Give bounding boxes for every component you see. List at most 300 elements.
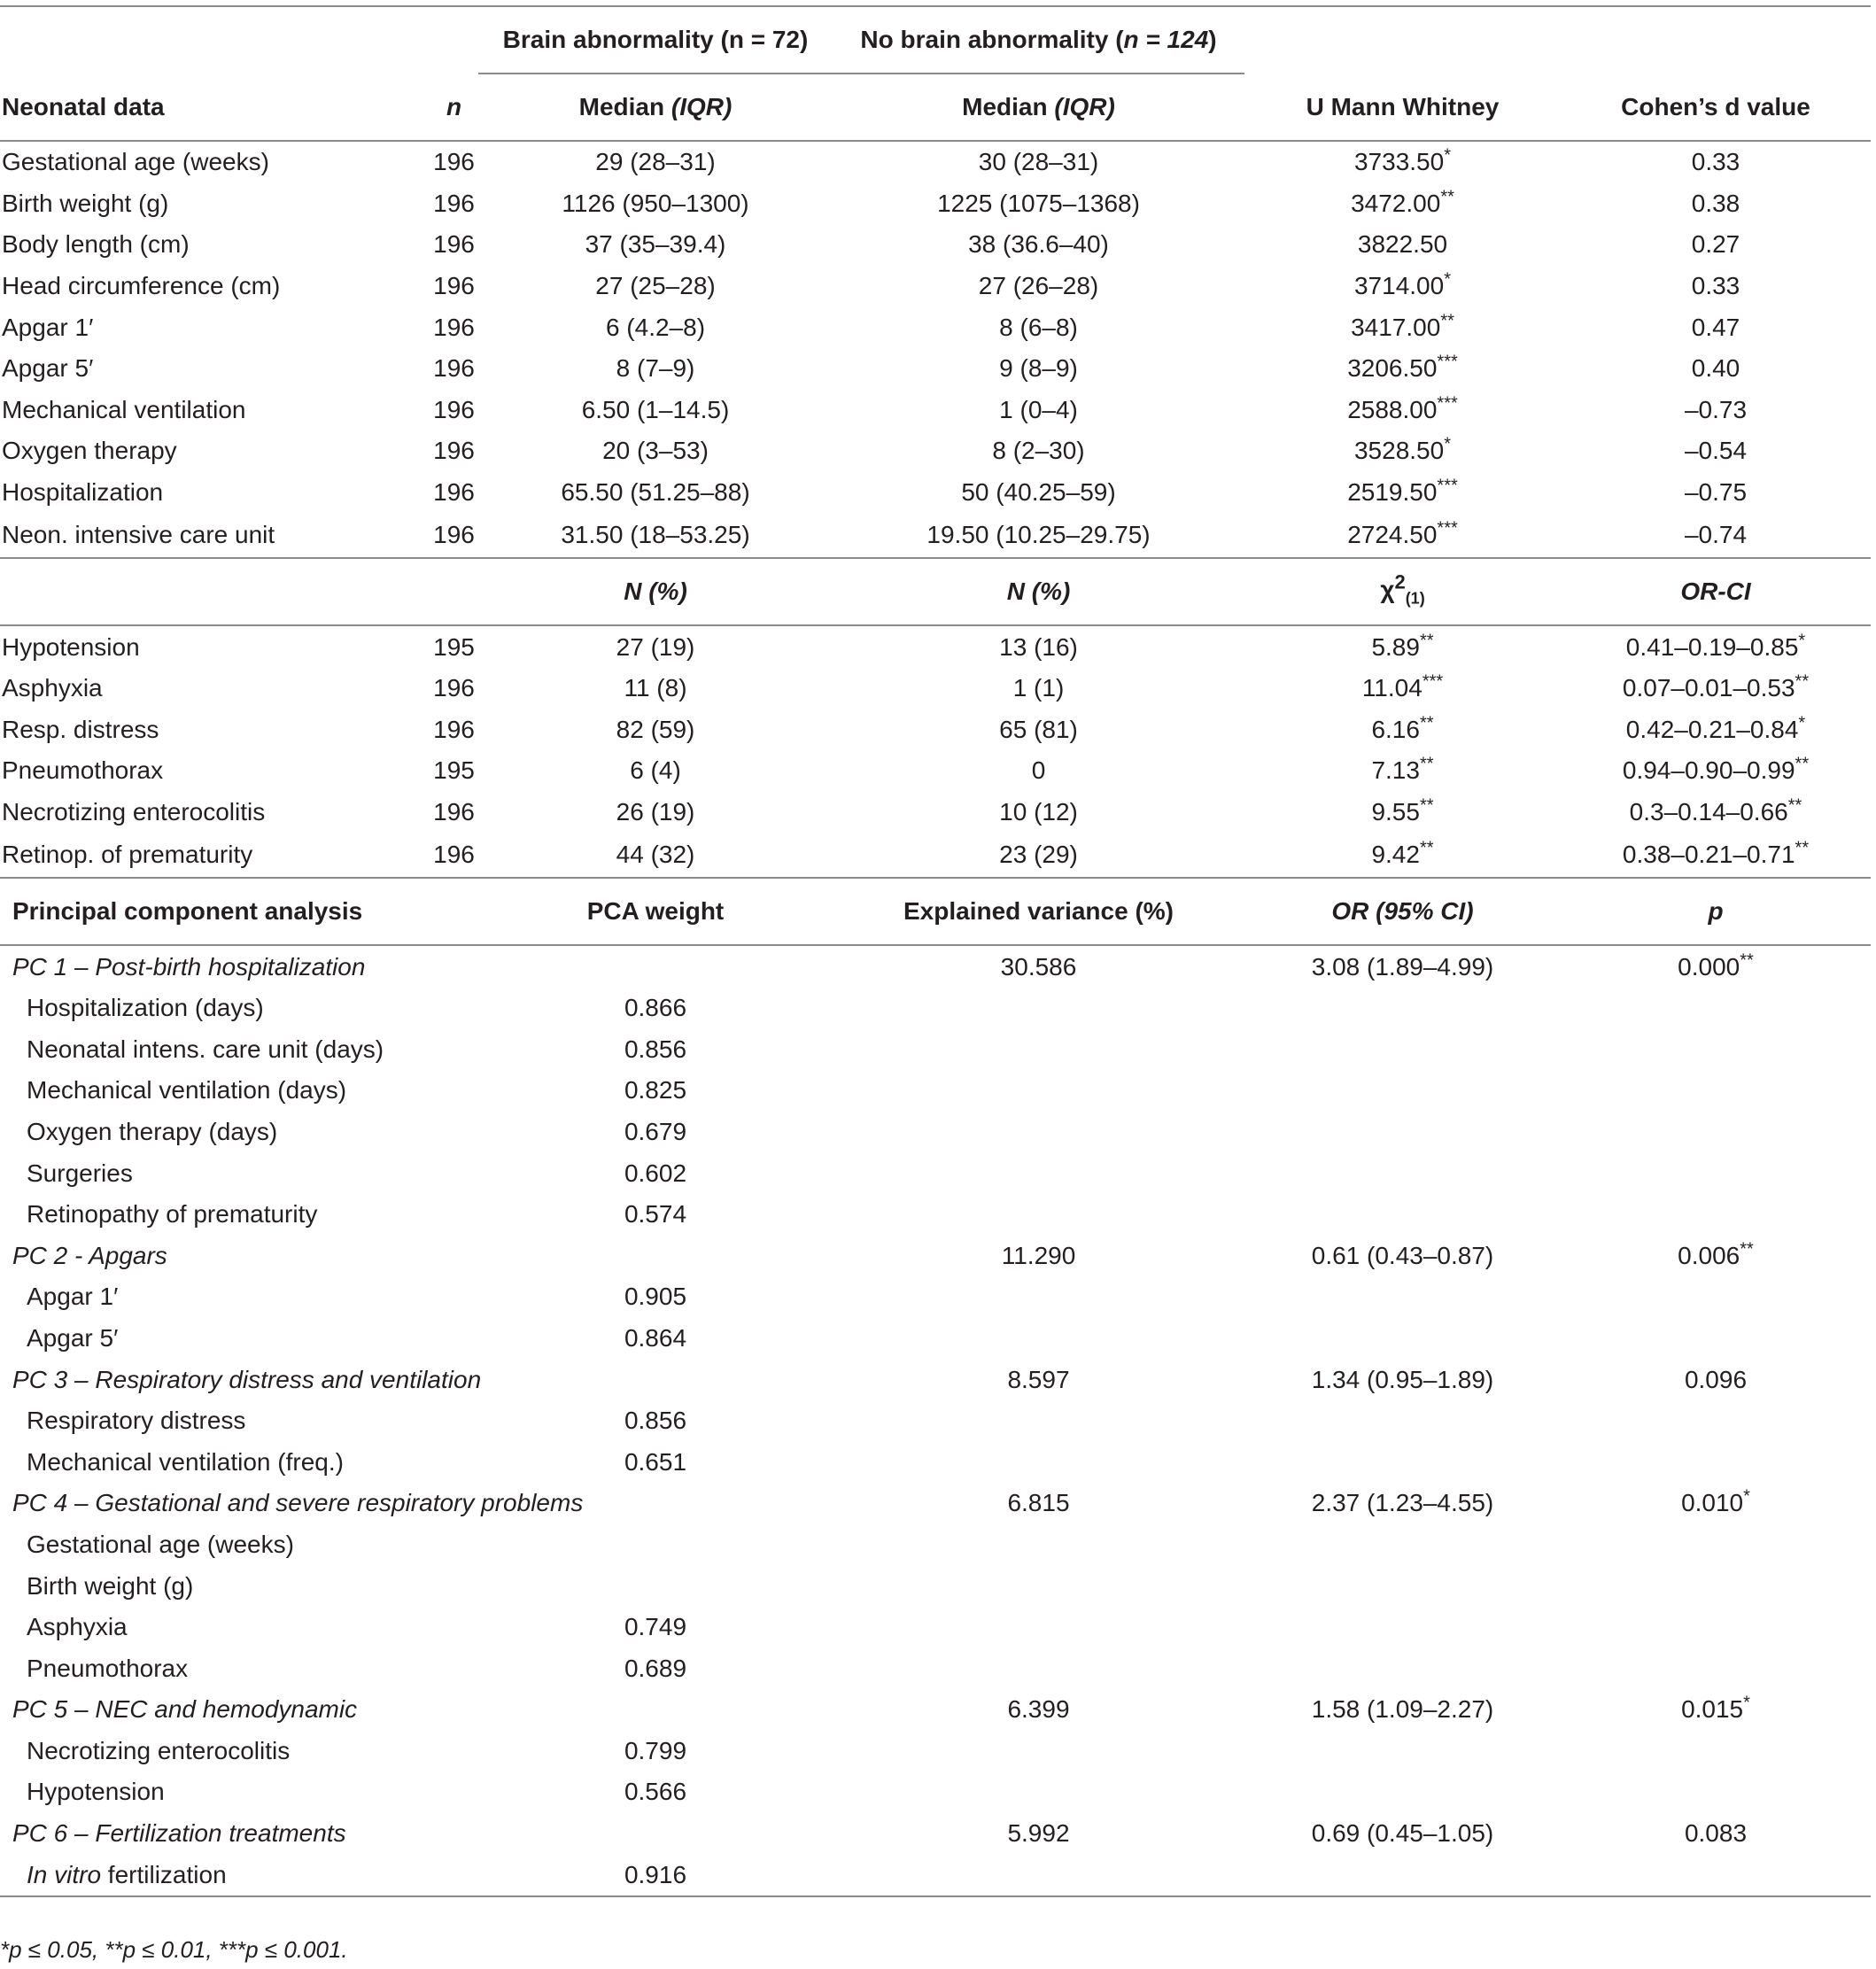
row-n: 196 [433, 313, 475, 341]
pca-or-ci: 2.37 (1.23–4.55) [1311, 1489, 1494, 1517]
pca-empty [833, 1112, 1244, 1153]
pca-item-row [0, 1854, 1871, 1896]
row-n: 196 [433, 395, 475, 423]
pca-p-value [1561, 1689, 1871, 1731]
col-median-g2: Median (IQR) [833, 74, 1244, 141]
row-or-ci-significance: ** [1795, 671, 1810, 692]
row-chi-square [1244, 668, 1561, 709]
row-u-value [1244, 348, 1561, 390]
row-or-ci-value: 0.3–0.14–0.66 [1629, 798, 1788, 826]
pca-item-row [0, 1318, 1871, 1360]
pca-empty [1244, 1112, 1561, 1153]
pca-explained-variance: 11.290 [1001, 1241, 1076, 1269]
row-or-ci-value: 0.94–0.90–0.99 [1622, 756, 1795, 785]
row-chi-square-significance: ** [1419, 795, 1434, 816]
row-group1-count: 27 (19) [616, 632, 695, 661]
pca-component-row [0, 1235, 1871, 1276]
pca-empty [1561, 1400, 1871, 1442]
pca-empty [833, 1194, 1244, 1236]
row-n: 196 [433, 148, 475, 176]
pca-empty [833, 1854, 1244, 1896]
table-row [0, 183, 1871, 225]
row-group1-count: 11 (8) [624, 674, 687, 702]
row-cohens-d: –0.54 [1684, 437, 1748, 465]
pca-item-weight: 0.749 [624, 1613, 687, 1641]
pca-item-weight: 0.799 [624, 1736, 687, 1764]
pca-empty [833, 1276, 1244, 1318]
col-cohens-d: Cohen’s d value [1561, 74, 1871, 141]
table-row [0, 472, 1871, 514]
row-or-ci-significance: ** [1795, 755, 1810, 775]
pca-component-name: PC 2 - Apgars [12, 1241, 167, 1269]
pca-item-label: Retinopathy of prematurity [27, 1200, 318, 1229]
row-label: Oxygen therapy [2, 437, 177, 465]
neonatal-results-table [0, 5, 1871, 1897]
row-chi-square [1244, 709, 1561, 751]
row-n: 196 [433, 189, 475, 217]
pca-empty [1561, 1318, 1871, 1360]
row-or-ci-value: 0.42–0.21–0.84 [1625, 715, 1799, 743]
row-group2-median: 38 (36.6–40) [968, 230, 1109, 259]
row-u-value [1244, 513, 1561, 558]
pca-item-label: Mechanical ventilation (days) [27, 1076, 347, 1105]
pca-empty [1244, 1647, 1561, 1689]
pca-item-row [0, 1565, 1871, 1607]
pca-explained-variance: 8.597 [1007, 1365, 1070, 1393]
pca-p-value [1561, 1359, 1871, 1400]
pca-component-name: PC 1 – Post-birth hospitalization [12, 952, 366, 981]
pca-item-row [0, 1647, 1871, 1689]
pca-p-value-significance: * [1743, 1693, 1750, 1713]
col-u-mann-whitney: U Mann Whitney [1244, 74, 1561, 141]
row-cohens-d: 0.40 [1691, 354, 1740, 383]
pca-item-weight: 0.651 [624, 1447, 687, 1476]
table-row [0, 625, 1871, 668]
row-or-ci-significance: * [1798, 631, 1806, 651]
pca-component-row [0, 1689, 1871, 1731]
row-or-ci-value: 0.41–0.19–0.85 [1625, 632, 1799, 661]
categorical-column-header-row [0, 558, 1871, 625]
row-label: Hypotension [2, 632, 140, 661]
pca-item-label: Neonatal intens. care unit (days) [27, 1035, 384, 1063]
pca-item-weight: 0.905 [624, 1283, 687, 1311]
table-row [0, 709, 1871, 751]
row-group2-median: 8 (6–8) [999, 313, 1078, 341]
row-u-value [1244, 224, 1561, 266]
row-chi-square [1244, 625, 1561, 668]
row-cohens-d: 0.47 [1691, 313, 1740, 341]
col-n-percent-g1: N (%) [478, 558, 833, 625]
pca-empty [1561, 1524, 1871, 1566]
pca-empty [833, 988, 1244, 1029]
pca-or-ci: 0.69 (0.45–1.05) [1311, 1819, 1494, 1848]
pca-item-row [0, 1607, 1871, 1648]
row-group1-median: 31.50 (18–53.25) [478, 513, 833, 558]
pca-p-value-value: 0.083 [1684, 1819, 1748, 1848]
row-chi-square-significance: ** [1419, 713, 1434, 733]
pca-item-row [0, 1441, 1871, 1483]
row-chi-square [1244, 792, 1561, 833]
row-group1-median: 6 (4.2–8) [605, 313, 706, 341]
row-n: 196 [433, 437, 475, 465]
row-group2-count: 65 (81) [999, 715, 1078, 743]
row-cohens-d: –0.73 [1684, 395, 1748, 423]
pca-item-label: Gestational age (weeks) [27, 1530, 294, 1558]
pca-item-label: Apgar 5′ [27, 1323, 119, 1352]
pca-item-weight [478, 1565, 833, 1607]
row-or-ci-value: 0.07–0.01–0.53 [1622, 674, 1795, 702]
row-label: Necrotizing enterocolitis [2, 798, 266, 826]
pca-p-value [1561, 945, 1871, 988]
row-group2-count: 23 (29) [833, 833, 1244, 878]
pca-empty [1561, 1647, 1871, 1689]
pca-explained-variance: 30.586 [1000, 952, 1077, 981]
row-chi-square-value: 6.16 [1371, 715, 1420, 743]
pca-p-value-significance: ** [1740, 1239, 1754, 1260]
pca-p-value-value: 0.015 [1681, 1695, 1744, 1724]
row-or-ci [1561, 792, 1871, 833]
pca-empty [833, 1070, 1244, 1112]
row-chi-square [1244, 750, 1561, 792]
pca-empty [1561, 1731, 1871, 1772]
group-header-row [0, 6, 1871, 74]
pca-item-row [0, 1276, 1871, 1318]
row-label: Pneumothorax [2, 756, 164, 785]
row-u-value-value: 3472.00 [1351, 189, 1441, 217]
col-pca-title: Principal component analysis [0, 878, 478, 945]
pca-empty [1561, 1771, 1871, 1813]
neonatal-column-header-row [0, 74, 1871, 141]
col-median-g1: Median (IQR) [478, 74, 833, 141]
row-group2-median: 1 (0–4) [999, 395, 1078, 423]
table-row [0, 513, 1871, 558]
footnote: *p ≤ 0.05, **p ≤ 0.01, ***p ≤ 0.001. [0, 1936, 348, 1963]
row-or-ci [1561, 625, 1871, 668]
row-or-ci-significance: ** [1787, 795, 1802, 816]
pca-empty [833, 1731, 1244, 1772]
pca-empty [1244, 1400, 1561, 1442]
pca-p-value [1561, 1483, 1871, 1524]
pca-component-name: PC 3 – Respiratory distress and ventilation [12, 1365, 482, 1393]
row-n: 196 [433, 478, 475, 507]
row-or-ci-significance: * [1798, 713, 1806, 733]
pca-empty [833, 1565, 1244, 1607]
pca-item-row [0, 1152, 1871, 1194]
row-u-value-significance: *** [1437, 476, 1458, 496]
col-empty [430, 558, 478, 625]
pca-component-row [0, 1813, 1871, 1855]
row-group1-count: 82 (59) [616, 715, 695, 743]
row-u-value-value: 2519.50 [1347, 478, 1438, 507]
row-chi-square-significance: ** [1419, 631, 1434, 651]
row-group2-median: 50 (40.25–59) [961, 478, 1116, 507]
pca-component-row [0, 1483, 1871, 1524]
row-cohens-d: –0.74 [1561, 513, 1871, 558]
table-row [0, 306, 1871, 348]
row-group2-median: 27 (26–28) [978, 272, 1099, 300]
row-u-value [1244, 390, 1561, 431]
pca-component-name: PC 4 – Gestational and severe respiratory problems [12, 1489, 584, 1517]
pca-component-row [0, 945, 1871, 988]
pca-item-row [0, 1524, 1871, 1566]
pca-empty [833, 1607, 1244, 1648]
pca-item-row [0, 1400, 1871, 1442]
row-group1-median: 6.50 (1–14.5) [581, 395, 730, 423]
col-explained-variance: Explained variance (%) [833, 878, 1244, 945]
row-u-value-value: 3714.00 [1353, 272, 1445, 300]
row-cohens-d: 0.33 [1691, 272, 1740, 300]
row-label: Head circumference (cm) [2, 272, 281, 300]
row-u-value [1244, 141, 1561, 183]
row-group2-count: 13 (16) [999, 632, 1078, 661]
pca-item-weight: 0.866 [624, 994, 687, 1022]
row-u-value-value: 3822.50 [1357, 230, 1448, 259]
pca-item-label: In vitro fertilization [0, 1854, 478, 1896]
pca-empty [1561, 988, 1871, 1029]
row-u-value-value: 2724.50 [1347, 521, 1438, 549]
pca-item-row [0, 1112, 1871, 1153]
pca-empty [833, 1771, 1244, 1813]
table-row [0, 390, 1871, 431]
pca-empty [1244, 1318, 1561, 1360]
pca-empty [1244, 1565, 1561, 1607]
row-group1-median: 1126 (950–1300) [562, 189, 749, 217]
row-u-value [1244, 183, 1561, 225]
pca-item-row [0, 1771, 1871, 1813]
pca-column-header-row [0, 878, 1871, 945]
pca-item-weight: 0.574 [624, 1200, 687, 1229]
row-group1-count: 6 (4) [630, 756, 681, 785]
row-group2-count: 10 (12) [999, 798, 1078, 826]
row-u-value-value: 2588.00 [1347, 395, 1438, 423]
pca-empty [833, 1647, 1244, 1689]
group1-header: Brain abnormality (n = 72) [478, 6, 833, 74]
row-chi-square-value: 11.04 [1361, 674, 1423, 702]
pca-or-ci: 0.61 (0.43–0.87) [1311, 1241, 1494, 1269]
row-or-ci-value: 0.38–0.21–0.71 [1622, 841, 1795, 869]
pca-empty [1244, 1854, 1561, 1896]
pca-item-weight: 0.679 [624, 1117, 687, 1145]
row-group1-median: 20 (3–53) [602, 437, 709, 465]
pca-empty [1561, 1194, 1871, 1236]
pca-empty [1561, 1607, 1871, 1648]
table-row [0, 668, 1871, 709]
pca-empty [1244, 1607, 1561, 1648]
row-u-value [1244, 306, 1561, 348]
pca-empty [1244, 1276, 1561, 1318]
row-group1-median: 29 (28–31) [595, 148, 716, 176]
row-group2-count: 1 (1) [1012, 674, 1065, 702]
pca-item-row [0, 1070, 1871, 1112]
pca-item-label: Hypotension [27, 1778, 165, 1806]
pca-item-label: Hospitalization (days) [27, 994, 264, 1022]
row-n: 196 [433, 798, 475, 826]
pca-item-weight: 0.602 [624, 1159, 687, 1187]
row-cohens-d: 0.38 [1691, 189, 1740, 217]
row-u-value [1244, 266, 1561, 307]
row-group2-median: 30 (28–31) [978, 148, 1099, 176]
pca-p-value-value: 0.006 [1678, 1241, 1740, 1269]
pca-explained-variance: 6.815 [1007, 1489, 1070, 1517]
pca-item-weight: 0.825 [624, 1076, 687, 1105]
row-u-value-value: 3733.50 [1353, 148, 1445, 176]
pca-empty [1244, 1524, 1561, 1566]
row-n: 196 [433, 354, 475, 383]
row-n: 196 [433, 715, 475, 743]
row-label: Apgar 1′ [2, 313, 94, 341]
row-u-value-significance: * [1444, 145, 1451, 166]
row-label: Asphyxia [2, 674, 103, 702]
pca-p-value [1561, 1813, 1871, 1855]
table-row [0, 833, 1871, 878]
pca-p-value-significance: * [1743, 1487, 1750, 1507]
pca-item-label: Surgeries [27, 1159, 133, 1187]
pca-item-label: Mechanical ventilation (freq.) [27, 1447, 344, 1476]
col-n-percent-g2: N (%) [833, 558, 1244, 625]
table-row [0, 348, 1871, 390]
row-u-value-significance: *** [1437, 352, 1458, 372]
row-label: Hospitalization [2, 478, 164, 507]
row-u-value-significance: *** [1437, 393, 1458, 414]
row-n: 196 [430, 513, 478, 558]
pca-component-row [0, 1359, 1871, 1400]
row-or-ci [1561, 833, 1871, 878]
pca-empty [1561, 1276, 1871, 1318]
table-row [0, 750, 1871, 792]
pca-explained-variance: 5.992 [1007, 1819, 1070, 1848]
pca-item-row [0, 1731, 1871, 1772]
row-n: 195 [433, 756, 475, 785]
pca-item-label: Respiratory distress [27, 1407, 246, 1435]
table-row [0, 141, 1871, 183]
pca-empty [1244, 1194, 1561, 1236]
col-chi-square: $\chi^2_{(1)}$ [1244, 558, 1561, 625]
row-n: 196 [433, 230, 475, 259]
row-label: Mechanical ventilation [2, 395, 246, 423]
row-group2-count: 0 [1031, 756, 1046, 785]
row-u-value-value: 3417.00 [1351, 313, 1441, 341]
row-group1-median: 27 (25–28) [595, 272, 716, 300]
row-group1-median: 65.50 (51.25–88) [561, 478, 750, 507]
pca-item-label: Asphyxia [27, 1613, 128, 1641]
group2-header: No brain abnormality (n = 124) [833, 6, 1244, 74]
pca-explained-variance: 6.399 [1007, 1695, 1070, 1724]
pca-item-label: Birth weight (g) [27, 1571, 194, 1600]
pca-item-weight [478, 1524, 833, 1566]
col-neonatal-data: Neonatal data [0, 74, 430, 141]
table-row [0, 430, 1871, 472]
row-group1-median: 8 (7–9) [616, 354, 695, 383]
pca-item-label: Oxygen therapy (days) [27, 1117, 278, 1145]
pca-item-weight: 0.856 [624, 1035, 687, 1063]
row-or-ci-significance: ** [1795, 838, 1810, 858]
row-chi-square-significance: *** [1422, 671, 1444, 692]
pca-item-row [0, 988, 1871, 1029]
pca-empty [1561, 1029, 1871, 1071]
row-chi-square-significance: ** [1419, 755, 1434, 775]
pca-empty [1561, 1565, 1871, 1607]
col-pca-p: p [1561, 878, 1871, 945]
row-label: Apgar 5′ [2, 354, 94, 383]
col-n: n [430, 74, 478, 141]
row-chi-square [1244, 833, 1561, 878]
row-group1-median: 37 (35–39.4) [585, 230, 726, 259]
row-group2-median: 19.50 (10.25–29.75) [833, 513, 1244, 558]
pca-p-value [1561, 1235, 1871, 1276]
pca-empty [1244, 1070, 1561, 1112]
col-or-ci: OR-CI [1561, 558, 1871, 625]
row-label: Retinop. of prematurity [0, 833, 430, 878]
pca-empty [833, 1029, 1244, 1071]
table-row [0, 792, 1871, 833]
pca-empty [1244, 1152, 1561, 1194]
row-group2-median: 9 (8–9) [999, 354, 1078, 383]
row-or-ci [1561, 668, 1871, 709]
row-u-value-significance: * [1444, 269, 1451, 290]
row-u-value-significance: ** [1440, 311, 1454, 331]
pca-empty [1561, 1441, 1871, 1483]
pca-or-ci: 1.58 (1.09–2.27) [1311, 1695, 1494, 1724]
row-group1-count: 44 (32) [478, 833, 833, 878]
table-row [0, 266, 1871, 307]
row-cohens-d: –0.75 [1684, 478, 1748, 507]
pca-component-name: PC 6 – Fertilization treatments [12, 1819, 346, 1848]
pca-empty [833, 1152, 1244, 1194]
row-or-ci [1561, 709, 1871, 751]
row-chi-square-value: 7.13 [1371, 756, 1420, 785]
pca-empty [833, 1400, 1244, 1442]
pca-or-ci: 1.34 (0.95–1.89) [1311, 1365, 1494, 1393]
col-pca-or: OR (95% CI) [1244, 878, 1561, 945]
pca-item-weight: 0.689 [624, 1654, 687, 1682]
pca-empty [833, 1441, 1244, 1483]
row-n: 196 [433, 674, 475, 702]
row-u-value [1244, 430, 1561, 472]
table-body [0, 6, 1871, 1896]
pca-item-weight: 0.566 [624, 1778, 687, 1806]
row-n: 195 [433, 632, 475, 661]
table-row [0, 224, 1871, 266]
row-cohens-d: 0.27 [1691, 230, 1740, 259]
pca-or-ci: 3.08 (1.89–4.99) [1311, 952, 1494, 981]
pca-item-label: Pneumothorax [27, 1654, 189, 1682]
pca-p-value-value: 0.000 [1678, 952, 1740, 981]
row-or-ci [1561, 750, 1871, 792]
pca-empty [833, 1318, 1244, 1360]
pca-empty [1561, 1112, 1871, 1153]
pca-empty [1561, 1854, 1871, 1896]
pca-empty [1561, 1070, 1871, 1112]
row-label: Birth weight (g) [2, 189, 169, 217]
row-group2-median: 8 (2–30) [992, 437, 1085, 465]
col-pca-weight: PCA weight [478, 878, 833, 945]
pca-item-weight: 0.916 [478, 1854, 833, 1896]
row-cohens-d: 0.33 [1691, 148, 1740, 176]
pca-p-value-value: 0.096 [1684, 1365, 1748, 1393]
pca-item-weight: 0.864 [624, 1323, 687, 1352]
row-group1-count: 26 (19) [616, 798, 695, 826]
row-n: 196 [433, 272, 475, 300]
row-u-value-value: 3528.50 [1353, 437, 1445, 465]
row-u-value [1244, 472, 1561, 514]
row-chi-square-value: 5.89 [1371, 632, 1420, 661]
row-n: 196 [430, 833, 478, 878]
row-u-value-value: 3206.50 [1347, 354, 1438, 383]
row-label: Neon. intensive care unit [0, 513, 430, 558]
row-u-value-significance: * [1444, 435, 1451, 455]
row-group2-median: 1225 (1075–1368) [937, 189, 1140, 217]
pca-item-row [0, 1029, 1871, 1071]
